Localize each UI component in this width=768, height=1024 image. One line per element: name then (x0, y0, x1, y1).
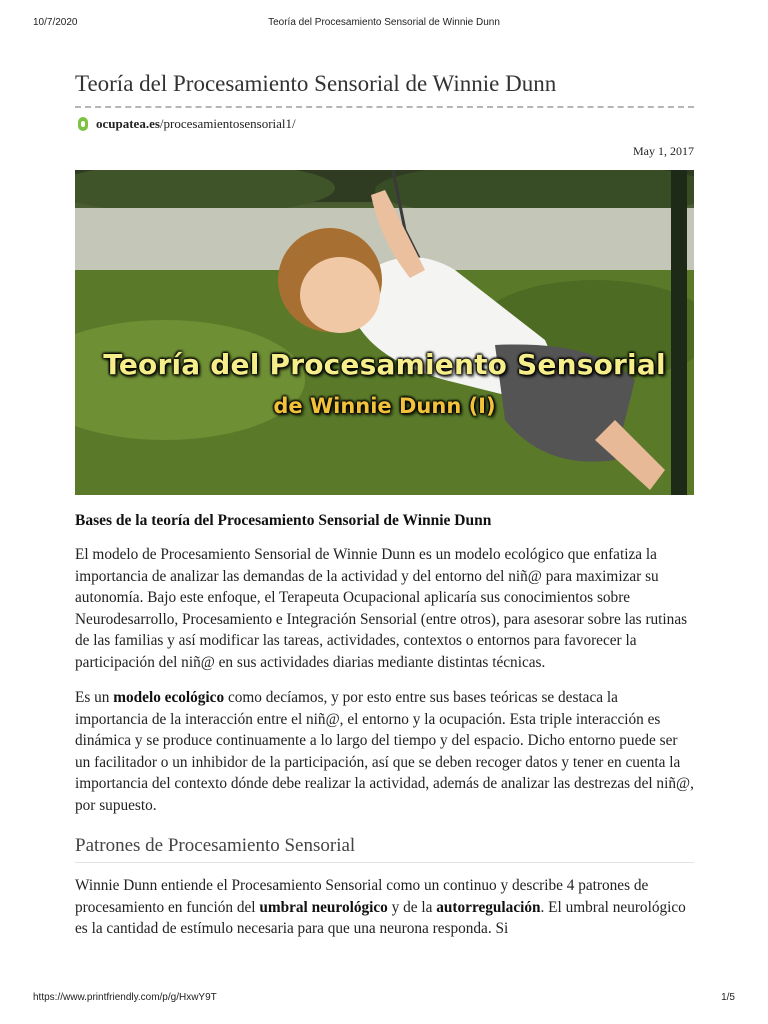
section-heading: Bases de la teoría del Procesamiento Sensorial de Winnie Dunn (75, 512, 492, 529)
source-domain: ocupatea.es (96, 116, 160, 131)
source-path: /procesamientosensorial1/ (159, 116, 296, 131)
bold-term: autorregulación (436, 898, 541, 916)
article-title: Teoría del Procesamiento Sensorial de Winnie Dunn (75, 68, 694, 108)
source-link[interactable] (96, 116, 296, 132)
hero-photo-illustration (75, 170, 694, 495)
site-favicon-icon (78, 117, 88, 131)
bold-term: umbral neurológico (259, 898, 388, 916)
page-number: 1/5 (721, 992, 735, 1003)
paragraph-text: Winnie Dunn entiende el Procesamiento Sensorial como un continuo y describe 4 patrones de procesamiento en función del (75, 877, 649, 916)
print-date: 10/7/2020 (33, 17, 78, 28)
paragraph-intro: El modelo de Procesamiento Sensorial de Winnie Dunn es un modelo ecológico que enfatiza la importancia de analizar las demandas de la actividad y del entorno del niñ@ para maximizar su autonomía. Bajo este enfoque, el Terapeuta Ocupacional aplicaría sus conocimientos sobre Neurodesarrollo, Procesamiento e Integración Sensorial (entre otros), para asesorar sobre las rutinas de las familias y así modificar las tareas, actividades, contextos o entornos para favorecer la participación del niñ@ en sus actividades diarias mediante distintas técnicas. (75, 546, 688, 671)
publish-date: May 1, 2017 (633, 144, 694, 158)
paragraph-text: Es un (75, 689, 114, 706)
hero-caption-subtitle: de Winnie Dunn (I) (273, 394, 496, 418)
bold-term: modelo ecológico (113, 689, 225, 706)
paragraph-patterns (75, 875, 694, 940)
paragraph-text: como decíamos, y por esto entre sus bases teóricas se destaca la importancia de la interacción entre el niñ@, el entorno y la ocupación. Esta triple interacción es dinámica y se produce continuamente a lo largo del tiempo y del espacio. Dicho entorno puede ser un facilitador o un inhibidor de la participación, así que se deben recoger datos y tener en cuenta la importancia del contexto dónde debe realizar la actividad, además de analizar las destrezas del niñ@, por supuesto. (75, 689, 694, 814)
print-page-title: Teoría del Procesamiento Sensorial de Winnie Dunn (268, 17, 500, 28)
paragraph-text: y de la (387, 898, 437, 916)
paragraph-ecological-model (75, 687, 694, 816)
article (75, 68, 694, 940)
hero-caption-title: Teoría del Procesamiento Sensorial (103, 348, 666, 381)
source-line (75, 115, 694, 133)
print-url: https://www.printfriendly.com/p/g/HxwY9T (33, 992, 217, 1003)
subheading-patterns: Patrones de Procesamiento Sensorial (75, 833, 694, 863)
print-header (33, 17, 735, 31)
paragraph-text: . El umbral neurológico es la cantidad de estímulo necesaria para que una neurona responda. Si (75, 898, 686, 937)
print-footer (33, 992, 735, 1006)
hero-image (75, 170, 694, 495)
